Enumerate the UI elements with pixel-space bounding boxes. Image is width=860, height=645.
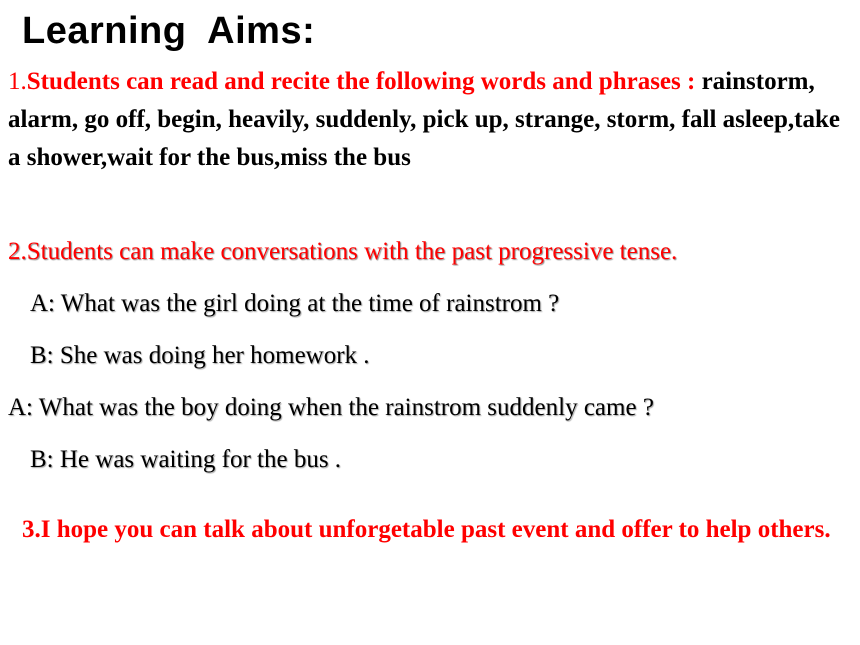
aim-1-number: 1. xyxy=(8,68,27,95)
aim-1-words: rainstorm, alarm, go off, begin, heavily, suddenly, pick up, strange, storm, fall asleep,take a shower,wait for the bus,miss the bus xyxy=(8,68,840,171)
dialog-line-4: B: He was waiting for the bus . xyxy=(30,446,342,473)
aim-1 xyxy=(8,63,853,177)
dialog-line-3: A: What was the boy doing when the rainstrom suddenly came ? xyxy=(8,394,654,421)
dialog-line-2: B: She was doing her homework . xyxy=(30,342,370,369)
aim-2-heading: 2.Students can make conversations with the past progressive tense. xyxy=(8,238,678,265)
aim-1-heading xyxy=(8,68,695,95)
page-title: Learning Aims: xyxy=(22,10,316,52)
aim-3: 3.I hope you can talk about unforgetable past event and offer to help others. xyxy=(22,516,831,543)
dialog-line-1: A: What was the girl doing at the time of rainstrom ? xyxy=(30,290,560,317)
aim-1-heading-text: Students can read and recite the following words and phrases : xyxy=(26,68,696,95)
